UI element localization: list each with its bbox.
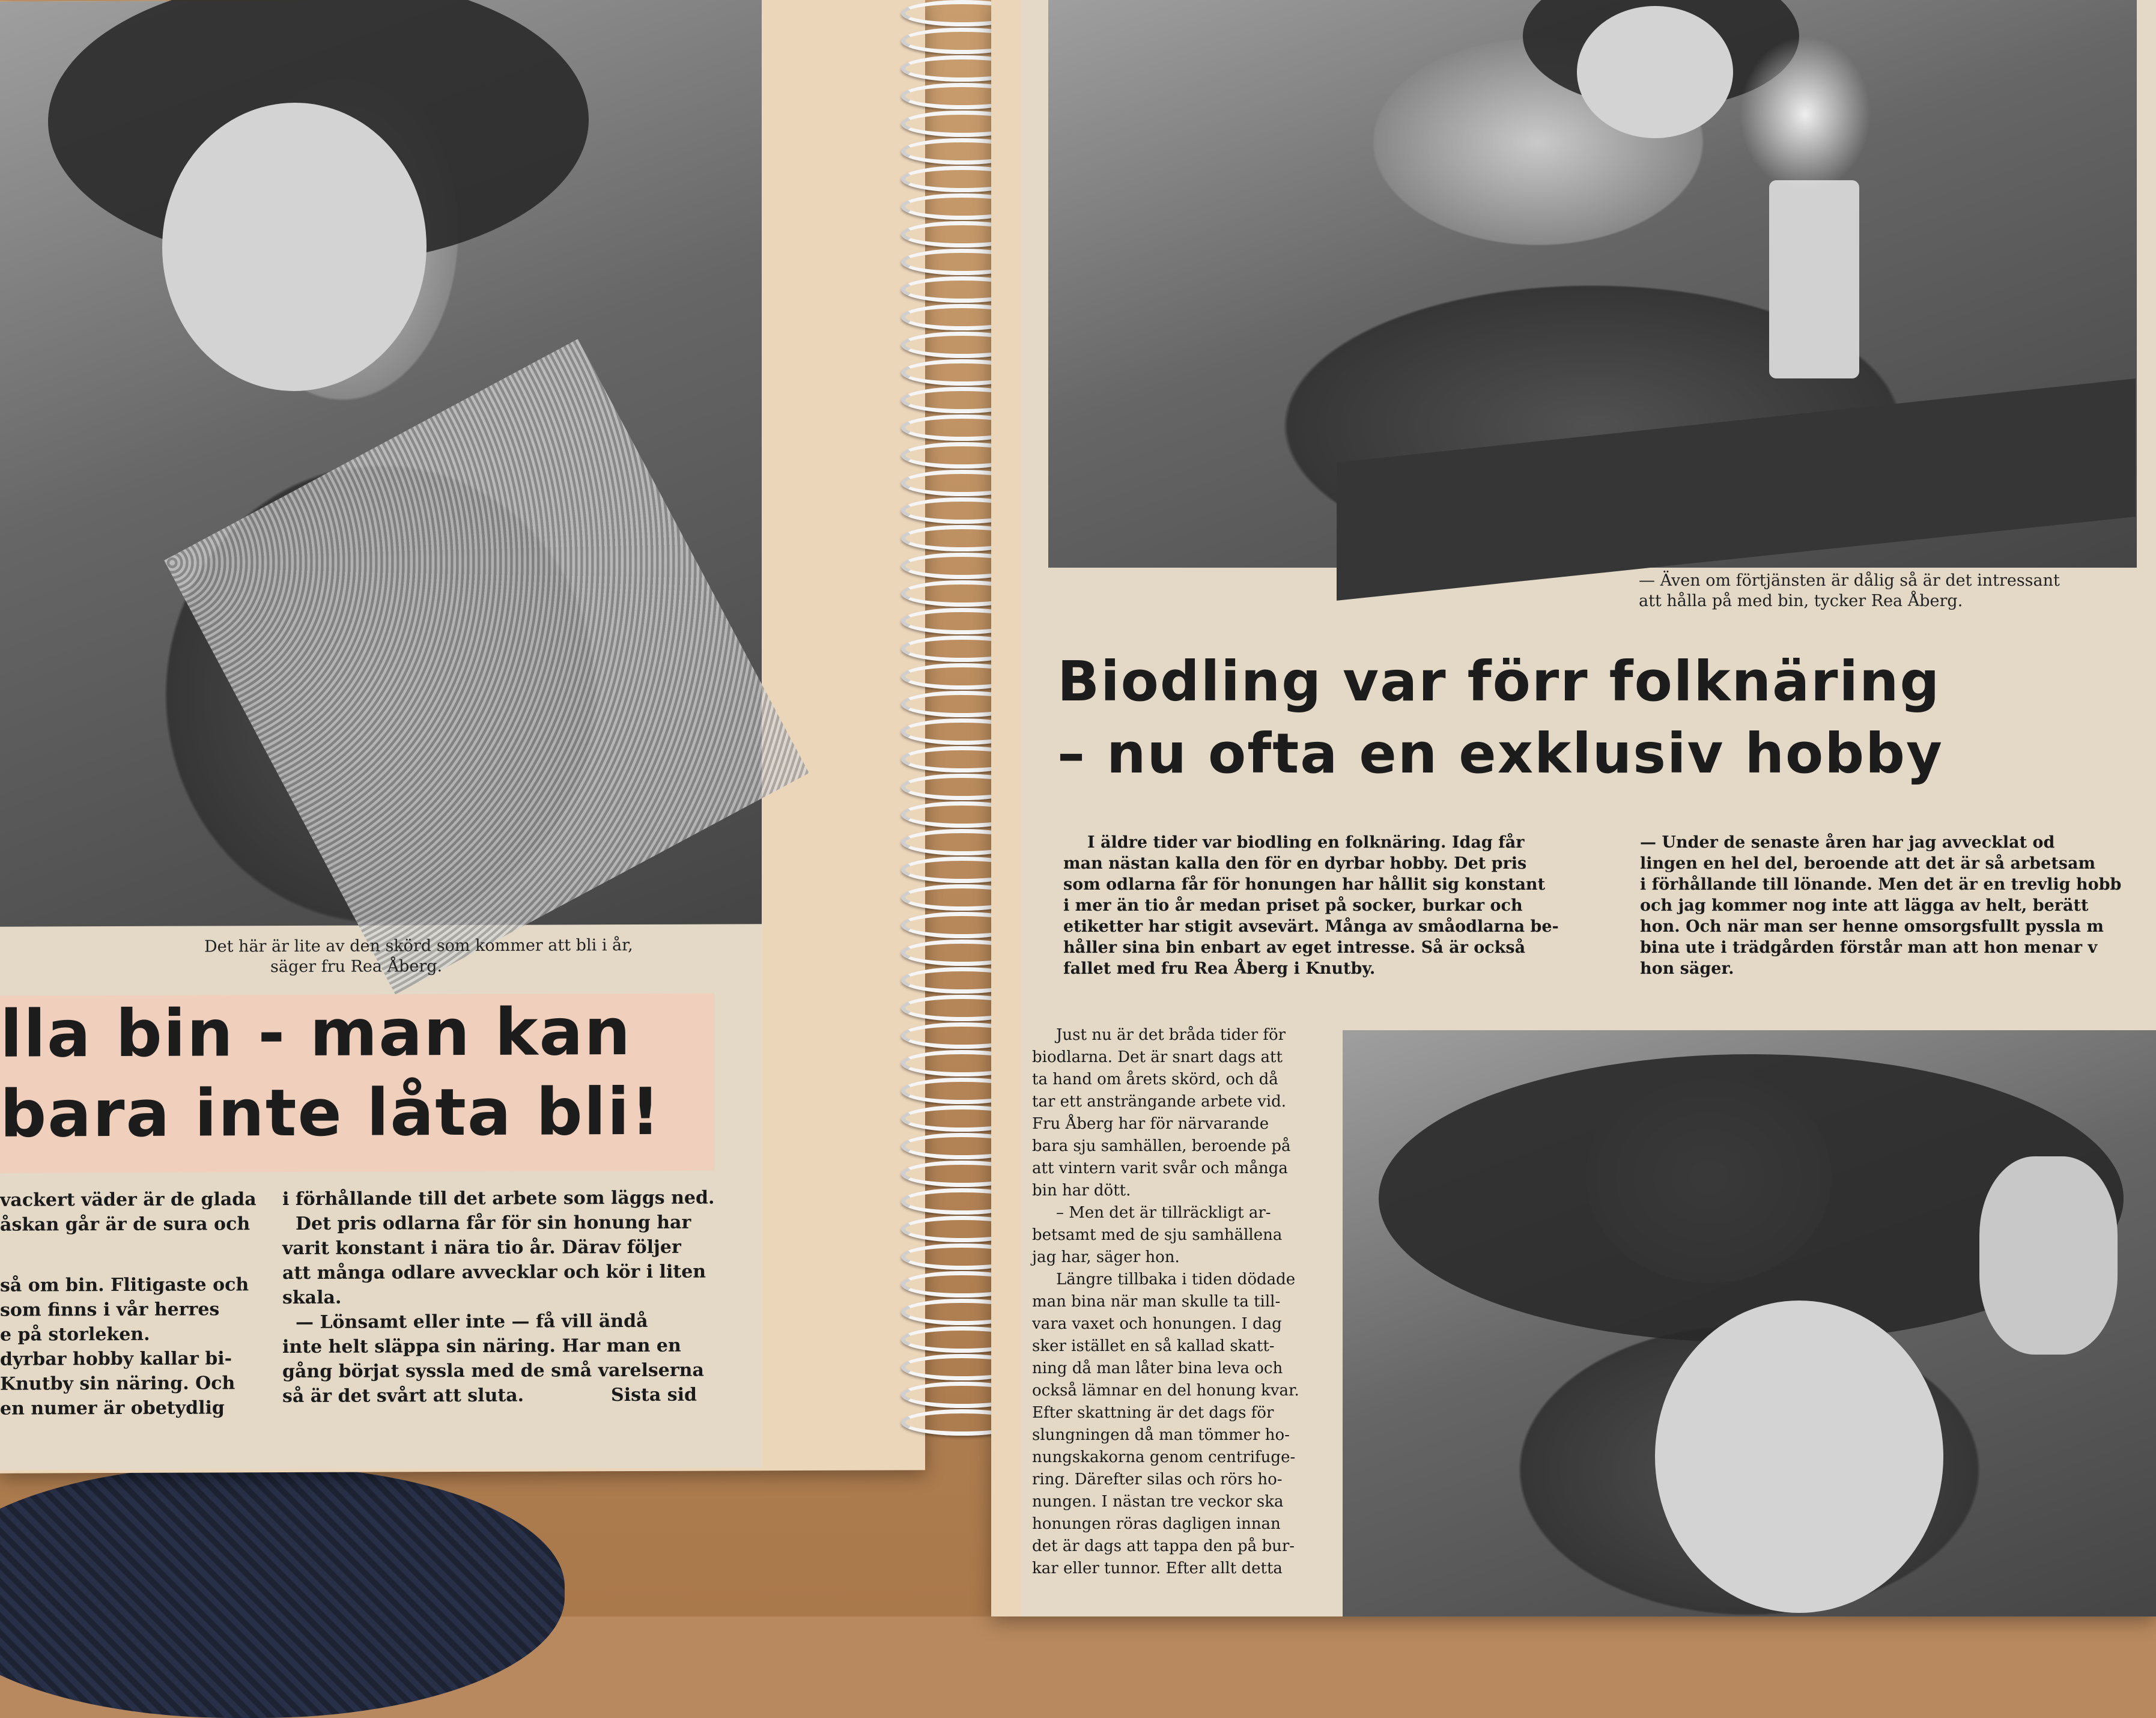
left-headline-line-2: bara inte låta bli! bbox=[0, 1074, 661, 1152]
text-line-gap bbox=[0, 1236, 258, 1273]
text-line: e på storleken. bbox=[0, 1323, 150, 1346]
text-line: gång börjat syssla med de små varelserna bbox=[282, 1359, 704, 1383]
text-line: bara sju samhällen, beroende på bbox=[1032, 1137, 1291, 1155]
text-line: som finns i vår herres bbox=[0, 1299, 220, 1321]
text-line: hon säger. bbox=[1640, 959, 1734, 978]
right-photo-caption bbox=[1639, 571, 2155, 612]
left-headline-line-1: lla bin - man kan bbox=[0, 995, 632, 1072]
text-line: nungen. I nästan tre veckor ska bbox=[1032, 1493, 1284, 1511]
text-line: — Under de senaste åren har jag avvecklat od bbox=[1640, 833, 2055, 852]
text-line: — Lönsamt eller inte — få vill ändå bbox=[296, 1310, 648, 1333]
text-line: ring. Därefter silas och rörs ho- bbox=[1032, 1471, 1283, 1489]
navy-placemat bbox=[0, 1466, 565, 1718]
caption-line: säger fru Rea Åberg. bbox=[270, 957, 443, 977]
text-line: bina ute i trädgården förstår man att hon menar v bbox=[1640, 938, 2098, 957]
caption-line: Det här är lite av den skörd som kommer att bli i år, bbox=[204, 936, 633, 956]
left-scrapbook-page bbox=[0, 0, 925, 1474]
beehive-box bbox=[1337, 378, 2136, 601]
raised-hand bbox=[1979, 1156, 2118, 1355]
text-line: ning då man låter bina leva och bbox=[1032, 1359, 1283, 1377]
text-line: åskan går är de sura och bbox=[0, 1213, 251, 1236]
text-line: nungskakorna genom centrifuge- bbox=[1032, 1448, 1296, 1466]
text-line: – Men det är tillräckligt ar- bbox=[1056, 1204, 1271, 1222]
text-line: att vintern varit svår och många bbox=[1032, 1159, 1288, 1177]
left-article-column-2 bbox=[282, 1185, 721, 1409]
article-ingress bbox=[1063, 832, 1592, 979]
honeycomb-frame bbox=[164, 339, 809, 994]
text-line: det är dags att tappa den på bur- bbox=[1032, 1537, 1295, 1555]
woman-face bbox=[1577, 6, 1733, 138]
article-right-column bbox=[1640, 832, 2156, 979]
text-line: Efter skattning är det dags för bbox=[1032, 1404, 1274, 1422]
text-line: så om bin. Flitigaste och bbox=[0, 1274, 249, 1296]
text-line: man bina när man skulle ta till- bbox=[1032, 1293, 1281, 1311]
text-line: bin har dött. bbox=[1032, 1182, 1131, 1200]
text-line: vackert väder är de glada bbox=[0, 1189, 257, 1211]
text-line: i förhållande till lönande. Men det är en trevlig hobb bbox=[1640, 875, 2122, 894]
smoke bbox=[1739, 36, 1871, 192]
text-line: jag har, säger hon. bbox=[1032, 1248, 1180, 1266]
text-line: Längre tillbaka i tiden dödade bbox=[1056, 1270, 1296, 1288]
text-line: ta hand om årets skörd, och då bbox=[1032, 1070, 1278, 1088]
text-line: man nästan kalla den för en dyrbar hobby. Det pris bbox=[1063, 854, 1527, 873]
text-line: betsamt med de sju samhällena bbox=[1032, 1226, 1283, 1244]
continued-reference: Sista sid bbox=[611, 1384, 697, 1406]
text-line: Just nu är det bråda tider för bbox=[1056, 1026, 1286, 1044]
text-line: fallet med fru Rea Åberg i Knutby. bbox=[1063, 959, 1376, 978]
left-photo-caption bbox=[204, 935, 745, 977]
woman-face bbox=[1655, 1301, 1943, 1613]
text-line: sker istället en så kallad skatt- bbox=[1032, 1337, 1275, 1355]
text-line: Knutby sin näring. Och bbox=[0, 1373, 235, 1395]
text-line: slungningen då man tömmer ho- bbox=[1032, 1426, 1290, 1444]
text-line: varit konstant i nära tio år. Därav följer bbox=[282, 1236, 681, 1260]
text-line: så är det svårt att sluta. bbox=[282, 1385, 524, 1407]
text-line: också lämnar en del honung kvar. bbox=[1032, 1382, 1299, 1400]
text-line: dyrbar hobby kallar bi- bbox=[0, 1348, 232, 1370]
text-line: som odlarna får för honungen har hållit sig konstant bbox=[1063, 875, 1546, 894]
text-line: Det pris odlarna får för sin honung har bbox=[296, 1212, 691, 1234]
text-line: vara vaxet och honungen. I dag bbox=[1032, 1315, 1282, 1333]
text-line: en numer är obetydlig bbox=[0, 1397, 225, 1419]
woman-face bbox=[162, 102, 427, 392]
left-newspaper-clipping bbox=[0, 0, 763, 1471]
text-line: honungen röras dagligen innan bbox=[1032, 1515, 1281, 1533]
text-line: Fru Åberg har för närvarande bbox=[1032, 1115, 1269, 1133]
text-line: biodlarna. Det är snart dags att bbox=[1032, 1048, 1283, 1066]
beekeeper-smoker-photo bbox=[1048, 0, 2137, 568]
text-line: lingen en hel del, beroende att det är så arbetsam bbox=[1640, 854, 2096, 873]
text-line: i förhållande till det arbete som läggs ned. bbox=[282, 1187, 715, 1210]
text-line: etiketter har stigit avsevärt. Många av småodlarna be- bbox=[1063, 917, 1559, 936]
text-line: kar eller tunnor. Efter allt detta bbox=[1032, 1559, 1283, 1577]
right-headline-line-2: – nu ofta en exklusiv hobby bbox=[1057, 721, 1943, 786]
left-headline-box bbox=[0, 994, 715, 1173]
article-lower-column bbox=[1032, 1024, 1332, 1580]
beekeeper-portrait-photo bbox=[1343, 1030, 2156, 1616]
text-line: och jag kommer nog inte att lägga av helt, berätt bbox=[1640, 896, 2089, 915]
right-headline-line-1: Biodling var förr folknäring bbox=[1057, 649, 1941, 714]
text-line: tar ett ansträngande arbete vid. bbox=[1032, 1093, 1287, 1111]
left-article-column-1 bbox=[0, 1187, 258, 1421]
text-line: I äldre tider var biodling en folknäring. Idag får bbox=[1087, 833, 1525, 852]
bee-smoker bbox=[1769, 180, 1859, 378]
beekeeper-photo-left bbox=[0, 0, 762, 927]
text-line: hon. Och när man ser henne omsorgsfullt pyssla m bbox=[1640, 917, 2104, 936]
text-line: att många odlare avvecklar och kör i liten bbox=[282, 1261, 706, 1284]
caption-line: — Även om förtjänsten är dålig så är det intressant bbox=[1639, 571, 2060, 590]
text-line: håller sina bin enbart av eget intresse. Så är också bbox=[1063, 938, 1526, 957]
right-headline bbox=[1057, 646, 2156, 790]
text-line: inte helt släppa sin näring. Har man en bbox=[282, 1335, 681, 1358]
caption-line: att hålla på med bin, tycker Rea Åberg. bbox=[1639, 592, 1963, 610]
text-line: skala. bbox=[282, 1287, 342, 1309]
text-line: i mer än tio år medan priset på socker, burkar och bbox=[1063, 896, 1523, 915]
